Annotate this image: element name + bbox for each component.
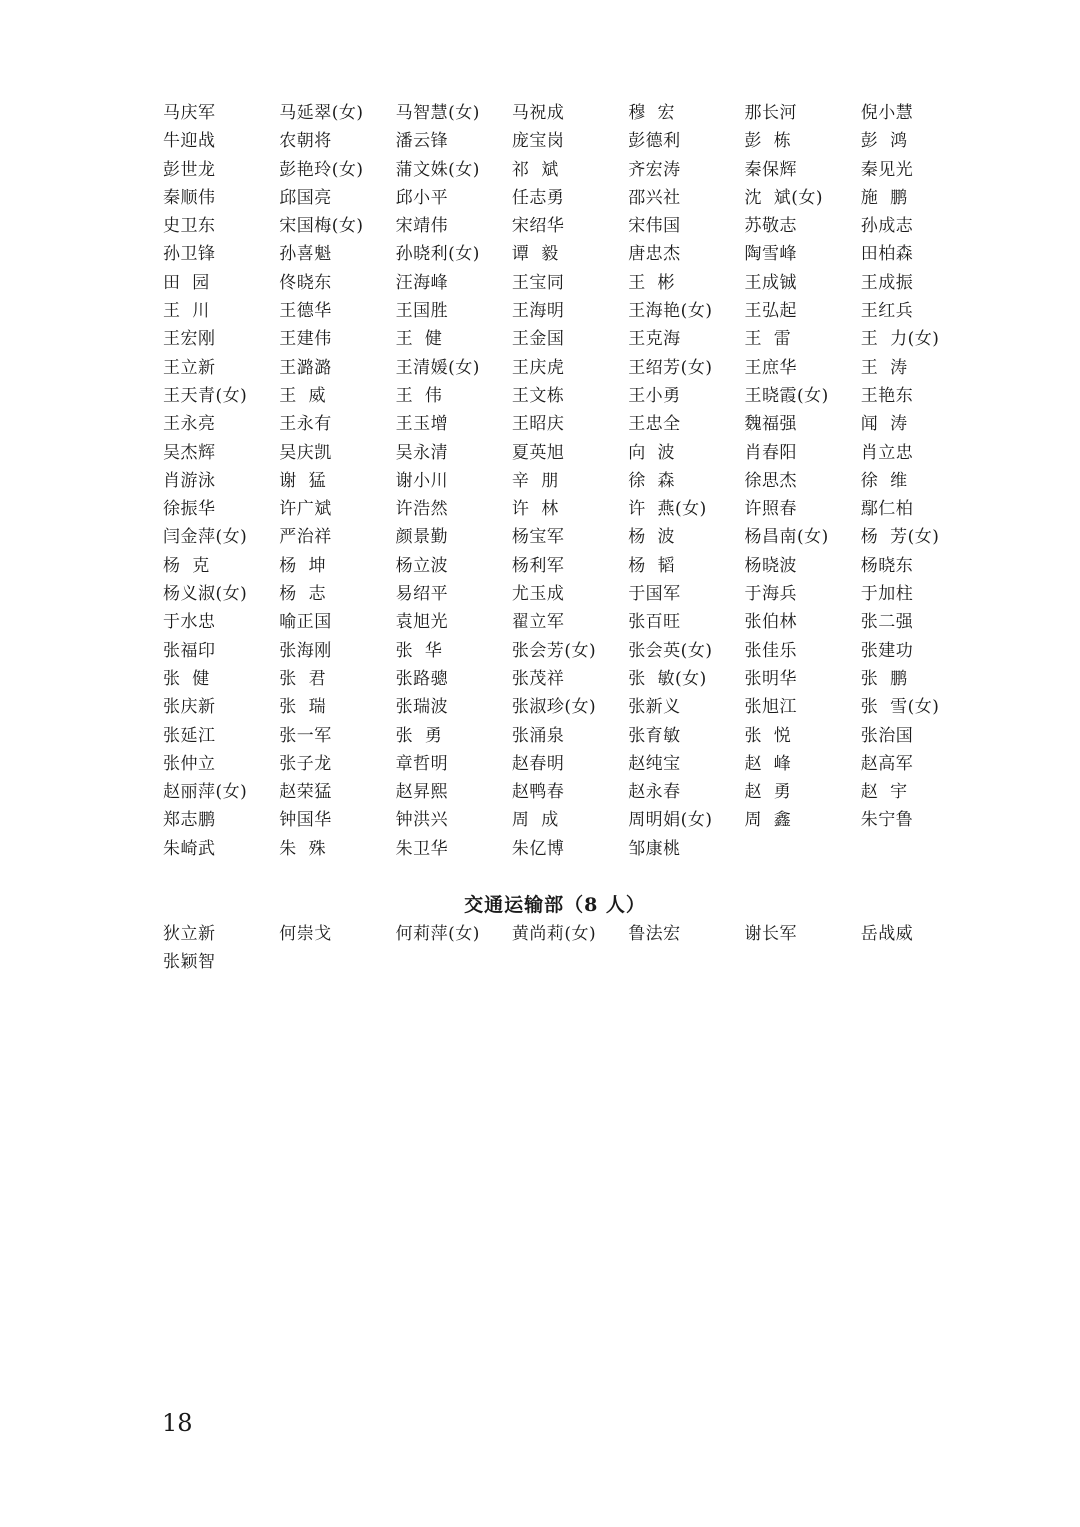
name-entry: 王宏刚	[163, 329, 216, 350]
name-entry: 王成振	[860, 272, 914, 293]
name-entry	[628, 948, 744, 976]
name-entry: 王弘起	[744, 301, 797, 322]
name-entry: 朱崎武	[163, 838, 216, 859]
name-entry: 赵昇熙	[395, 782, 449, 803]
name-entry: 张 鹏	[860, 668, 908, 689]
name-entry: 王天青(女)	[163, 385, 248, 406]
name-entry: 王德华	[279, 301, 332, 322]
name-entry: 王宝同	[511, 272, 565, 293]
name-entry: 于国军	[628, 584, 681, 605]
name-entry: 辛 朋	[511, 470, 559, 491]
name-entry: 王小勇	[628, 385, 681, 406]
name-entry: 张会芳(女)	[511, 640, 597, 661]
name-entry: 张 勇	[395, 725, 443, 746]
name-entry: 王清媛(女)	[395, 357, 480, 378]
name-entry: 邱小平	[395, 187, 449, 208]
name-entry: 周明娟(女)	[628, 810, 713, 831]
name-entry: 张二强	[860, 612, 914, 633]
name-entry: 马延翠(女)	[279, 103, 364, 123]
name-entry: 张旭江	[744, 697, 797, 718]
name-entry: 张 雪(女)	[860, 697, 940, 718]
name-entry: 农朝将	[279, 131, 332, 152]
name-entry: 谢小川	[395, 470, 449, 491]
name-entry: 史卫东	[163, 216, 216, 237]
name-entry: 施 鹏	[860, 187, 908, 208]
name-entry: 张新义	[628, 697, 681, 718]
name-entry: 苏敬志	[744, 216, 797, 237]
name-entry: 赵 峰	[744, 753, 792, 774]
name-entry: 魏福强	[744, 414, 797, 435]
name-entry	[744, 835, 860, 863]
name-entry: 王晓霞(女)	[744, 385, 829, 406]
name-entry: 何莉萍(女)	[395, 924, 480, 944]
name-entry: 庞宝岗	[511, 131, 565, 152]
name-entry: 肖游泳	[163, 470, 216, 491]
name-entry: 孙喜魁	[279, 244, 332, 265]
name-entry: 彭德利	[628, 131, 681, 152]
name-entry: 张海刚	[279, 640, 332, 661]
name-entry: 徐 森	[628, 470, 675, 491]
name-entry: 于海兵	[744, 584, 797, 605]
name-entry: 杨义淑(女)	[163, 584, 248, 605]
name-entry: 马祝成	[511, 103, 565, 123]
name-entry: 马智慧(女)	[395, 103, 480, 123]
name-entry: 朱亿博	[511, 838, 565, 859]
name-entry: 何崇戈	[279, 924, 332, 944]
name-entry: 易绍平	[395, 584, 449, 605]
name-entry: 杨昌南(女)	[744, 527, 829, 548]
name-entry: 谢长军	[744, 924, 797, 944]
name-entry: 穆 宏	[628, 103, 675, 123]
name-entry: 唐忠杰	[628, 244, 681, 265]
name-entry: 袁旭光	[395, 612, 449, 633]
name-entry: 张路骢	[395, 668, 449, 689]
name-entry: 张百旺	[628, 612, 681, 633]
name-entry: 宋国梅(女)	[279, 216, 364, 237]
page-number: 18	[162, 1409, 193, 1437]
name-entry: 严治祥	[279, 527, 332, 548]
name-entry: 于水忠	[163, 612, 216, 633]
name-entry: 孙卫锋	[163, 244, 216, 265]
name-entry: 赵 宇	[860, 782, 908, 803]
name-entry: 孙晓利(女)	[395, 244, 480, 265]
name-entry: 王永亮	[163, 414, 216, 435]
name-entry: 王永有	[279, 414, 332, 435]
name-entry: 张一军	[279, 725, 332, 746]
name-entry: 闻 涛	[860, 414, 908, 435]
name-entry: 肖立忠	[860, 442, 914, 463]
name-entry: 张仲立	[163, 753, 216, 774]
name-entry: 肖春阳	[744, 442, 797, 463]
name-entry: 王立新	[163, 357, 216, 378]
name-entry: 徐 维	[860, 470, 908, 491]
name-entry: 周 鑫	[744, 810, 792, 831]
name-entry: 徐振华	[163, 499, 216, 520]
name-entry: 王海明	[511, 301, 565, 322]
name-entry: 张子龙	[279, 753, 332, 774]
name-entry: 鄢仁柏	[860, 499, 914, 520]
name-entry: 翟立军	[511, 612, 565, 633]
name-entry: 邵兴社	[628, 187, 681, 208]
name-entry: 杨 芳(女)	[860, 527, 940, 548]
name-entry: 朱宁鲁	[860, 810, 914, 831]
name-entry: 邹康桃	[628, 838, 681, 859]
name-entry	[861, 948, 977, 976]
name-entry: 许广斌	[279, 499, 332, 520]
name-entry: 彭艳玲(女)	[279, 159, 364, 180]
name-entry: 赵 勇	[744, 782, 792, 803]
name-entry: 朱 殊	[279, 838, 327, 859]
name-entry: 杨宝军	[511, 527, 565, 548]
name-entry: 邱国亮	[279, 187, 332, 208]
name-entry: 汪海峰	[395, 272, 449, 293]
name-entry: 颜景勤	[395, 527, 449, 548]
name-entry: 张佳乐	[744, 640, 797, 661]
name-entry: 杨 克	[163, 555, 210, 576]
name-entry: 王 威	[279, 385, 327, 406]
name-entry: 鲁法宏	[628, 924, 681, 944]
name-entry: 王 雷	[744, 329, 792, 350]
name-entry: 蒲文姝(女)	[395, 159, 480, 180]
name-entry: 尤玉成	[511, 584, 565, 605]
name-entry: 张明华	[744, 668, 797, 689]
name-entry: 杨晓波	[744, 555, 797, 576]
name-entry: 周 成	[511, 810, 559, 831]
name-entry: 沈 斌(女)	[744, 187, 824, 208]
name-entry: 王红兵	[860, 301, 914, 322]
name-entry: 宋伟国	[628, 216, 681, 237]
name-entry: 张瑞波	[395, 697, 449, 718]
name-entry: 王 力(女)	[860, 329, 940, 350]
name-entry: 秦见光	[860, 159, 914, 180]
name-entry: 杨 坤	[279, 555, 327, 576]
name-entry: 喻正国	[279, 612, 332, 633]
name-entry: 张庆新	[163, 697, 216, 718]
name-entry: 王 彬	[628, 272, 675, 293]
name-entry: 秦顺伟	[163, 187, 216, 208]
name-entry: 张治国	[860, 725, 914, 746]
name-entry	[512, 948, 628, 976]
name-entry: 赵荣猛	[279, 782, 332, 803]
name-entry	[744, 948, 860, 976]
name-entry: 王庶华	[744, 357, 797, 378]
name-entry: 许 燕(女)	[628, 499, 707, 520]
name-entry: 张育敏	[628, 725, 681, 746]
name-entry: 张伯林	[744, 612, 797, 633]
name-entry: 于加柱	[860, 584, 914, 605]
name-entry: 王克海	[628, 329, 681, 350]
name-entry	[396, 948, 512, 976]
name-entry: 孙成志	[860, 216, 914, 237]
name-entry: 田 园	[163, 272, 210, 293]
name-entry: 张福印	[163, 640, 216, 661]
name-entry: 岳战威	[860, 924, 914, 944]
name-entry: 郑志鹏	[163, 810, 216, 831]
name-entry: 许浩然	[395, 499, 449, 520]
name-entry: 宋绍华	[511, 216, 565, 237]
name-entry: 张 健	[163, 668, 210, 689]
name-entry: 杨 志	[279, 584, 327, 605]
name-entry: 赵纯宝	[628, 753, 681, 774]
name-entry: 张 华	[395, 640, 443, 661]
name-entry: 张 敏(女)	[628, 668, 707, 689]
name-entry: 谭 毅	[511, 244, 559, 265]
name-entry: 吴杰辉	[163, 442, 216, 463]
name-entry: 张淑珍(女)	[511, 697, 597, 718]
name-entry: 吴庆凯	[279, 442, 332, 463]
name-entry: 张 君	[279, 668, 327, 689]
name-entry: 谢 猛	[279, 470, 327, 491]
name-entry	[861, 835, 977, 863]
name-entry: 齐宏涛	[628, 159, 681, 180]
name-entry: 王 川	[163, 301, 210, 322]
name-entry: 王海艳(女)	[628, 301, 713, 322]
name-entry: 秦保辉	[744, 159, 797, 180]
name-entry: 彭 鸿	[860, 131, 908, 152]
name-entry: 王昭庆	[511, 414, 565, 435]
name-entry: 王潞潞	[279, 357, 332, 378]
name-entry: 杨利军	[511, 555, 565, 576]
name-list-continued	[163, 99, 983, 863]
name-entry: 向 波	[628, 442, 675, 463]
name-entry: 宋靖伟	[395, 216, 449, 237]
name-entry: 祁 斌	[511, 159, 559, 180]
name-entry: 章哲明	[395, 753, 449, 774]
name-entry: 陶雪峰	[744, 244, 797, 265]
name-entry: 夏英旭	[511, 442, 565, 463]
name-entry: 倪小慧	[860, 103, 914, 123]
name-entry: 许 林	[511, 499, 559, 520]
name-entry: 张茂祥	[511, 668, 565, 689]
name-entry: 张 瑞	[279, 697, 327, 718]
name-entry: 王文栋	[511, 385, 565, 406]
name-entry: 赵高军	[860, 753, 914, 774]
name-entry: 黄尚莉(女)	[511, 924, 597, 944]
name-entry: 张会英(女)	[628, 640, 713, 661]
name-entry: 钟洪兴	[395, 810, 449, 831]
name-entry: 张延江	[163, 725, 216, 746]
name-entry	[279, 948, 395, 976]
name-entry: 张建功	[860, 640, 914, 661]
name-entry: 王金国	[511, 329, 565, 350]
name-entry: 朱卫华	[395, 838, 449, 859]
name-entry: 王国胜	[395, 301, 449, 322]
name-entry: 赵丽萍(女)	[163, 782, 248, 803]
name-entry: 彭 栋	[744, 131, 792, 152]
name-entry: 那长河	[744, 103, 797, 123]
name-entry: 王忠全	[628, 414, 681, 435]
name-entry: 许照春	[744, 499, 797, 520]
name-entry: 王成铖	[744, 272, 797, 293]
name-entry: 赵永春	[628, 782, 681, 803]
name-entry: 赵鸭春	[511, 782, 565, 803]
name-entry: 田柏森	[860, 244, 914, 265]
name-entry: 潘云锋	[395, 131, 449, 152]
name-entry: 狄立新	[163, 924, 216, 944]
name-entry: 王绍芳(女)	[628, 357, 713, 378]
name-entry: 王庆虎	[511, 357, 565, 378]
section-title-transport-ministry: 交通运输部（8 人）	[464, 894, 646, 916]
name-entry: 马庆军	[163, 103, 216, 123]
name-entry: 杨 韬	[628, 555, 675, 576]
name-entry: 张颖智	[163, 952, 216, 973]
name-entry: 张 悦	[744, 725, 792, 746]
name-entry: 王玉增	[395, 414, 449, 435]
name-entry: 钟国华	[279, 810, 332, 831]
name-entry: 闫金萍(女)	[163, 527, 248, 548]
name-entry: 王 涛	[860, 357, 908, 378]
name-entry: 王建伟	[279, 329, 332, 350]
name-entry: 杨立波	[395, 555, 449, 576]
name-entry: 张涌泉	[511, 725, 565, 746]
name-entry: 彭世龙	[163, 159, 216, 180]
name-entry: 徐思杰	[744, 470, 797, 491]
name-list-transport-ministry	[163, 920, 983, 977]
name-entry: 牛迎战	[163, 131, 216, 152]
name-entry: 王 健	[395, 329, 443, 350]
name-entry: 任志勇	[511, 187, 565, 208]
name-entry: 杨晓东	[860, 555, 914, 576]
name-entry: 王艳东	[860, 385, 914, 406]
name-entry: 王 伟	[395, 385, 443, 406]
name-entry: 赵春明	[511, 753, 565, 774]
name-entry: 杨 波	[628, 527, 675, 548]
name-entry: 佟晓东	[279, 272, 332, 293]
name-entry: 吴永清	[395, 442, 449, 463]
